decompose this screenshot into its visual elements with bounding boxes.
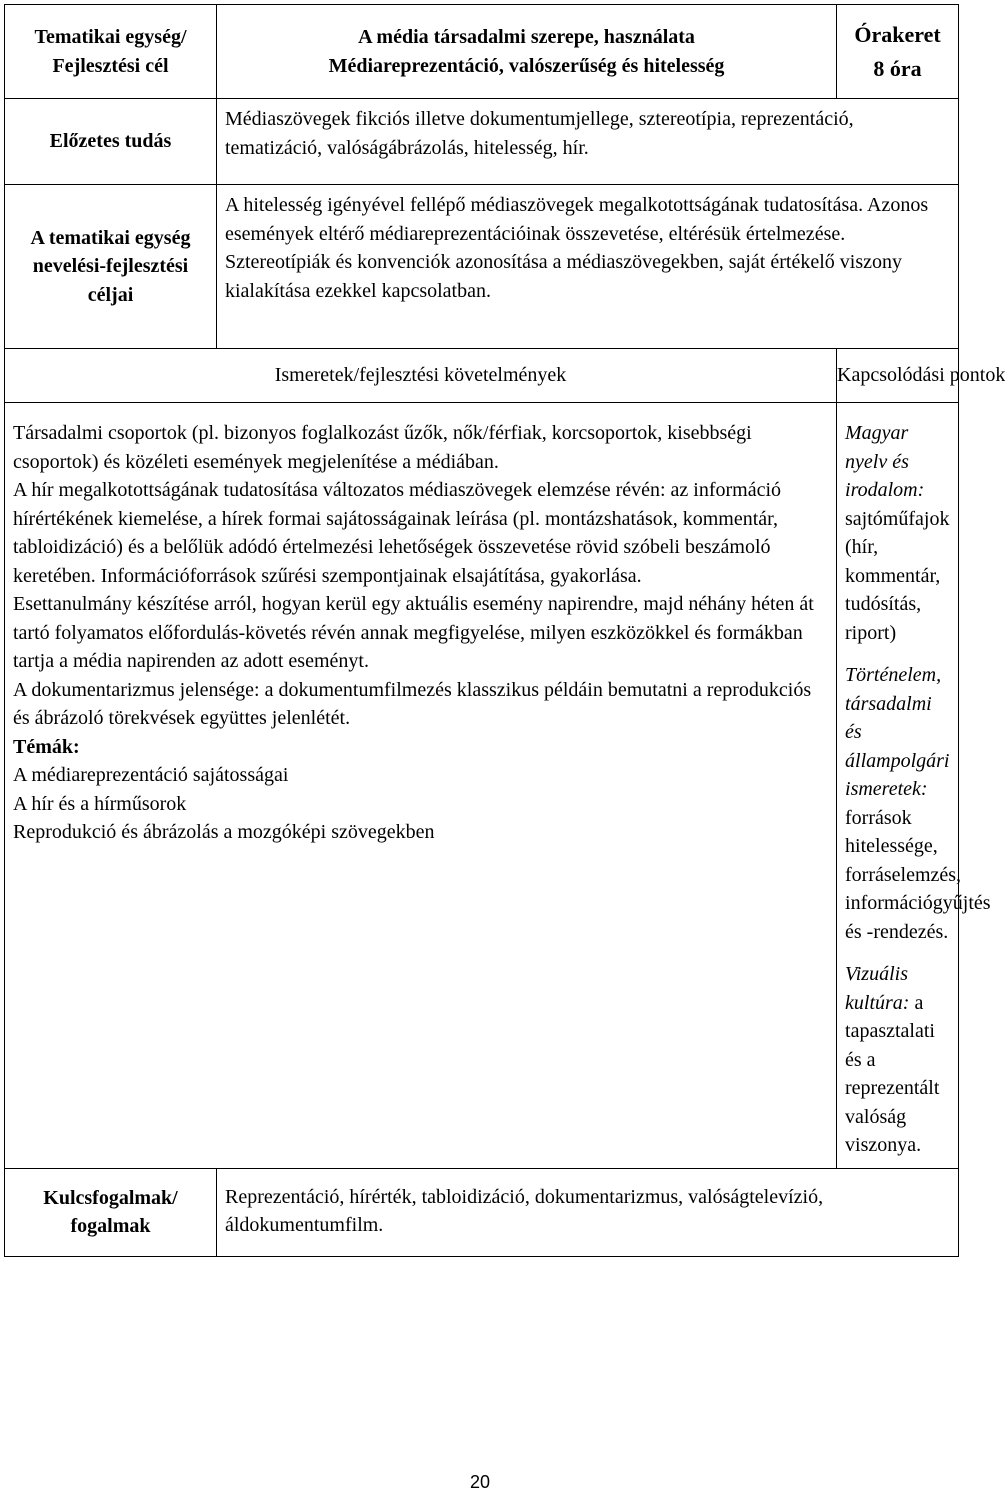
hours-cell bbox=[837, 5, 959, 99]
requirements-cell bbox=[5, 403, 837, 1169]
requirement-paragraph: A hír megalkotottságának tudatosítása változatos médiaszövegek elemzése révén: az információ hírértékének kiemelése, a hírek formai sajátosságainak leírása (pl. montázshatások, kommentár, tabloidizáció) és a belőlük adódó értelmezési lehetőségek összevetése rövid szóbeli beszámoló keretében. Információforrások szűrési szempontjainak elsajátítása, gyakorlása. bbox=[13, 479, 782, 587]
prior-knowledge-label: Előzetes tudás bbox=[5, 99, 217, 185]
requirement-paragraph: Esettanulmány készítése arról, hogyan kerül egy aktuális esemény napirendre, majd néhány héten át tartó folyamatos előfordulás-követés révén annak megfigyelése, milyen eszközökkel és formákban tartja a média napirenden az adott eseményt. bbox=[13, 593, 814, 672]
topic-item: Reprodukció és ábrázolás a mozgóképi szövegekben bbox=[13, 821, 435, 843]
curriculum-table bbox=[4, 4, 1005, 1257]
connections-cell bbox=[837, 403, 991, 1169]
key-concepts-label-line1: Kulcsfogalmak/ bbox=[43, 1186, 178, 1209]
connection-subject: Vizuális kultúra: bbox=[845, 963, 910, 1014]
requirements-header: Ismeretek/fejlesztési követelmények bbox=[5, 349, 837, 403]
hours-value: 8 óra bbox=[873, 55, 922, 81]
topics-label: Témák: bbox=[13, 735, 80, 758]
key-concepts-label-cell bbox=[5, 1168, 217, 1256]
topic-item: A hír és a hírműsorok bbox=[13, 792, 187, 815]
section-header-row bbox=[5, 349, 959, 403]
spacer bbox=[845, 946, 950, 960]
requirement-paragraph: A dokumentarizmus jelensége: a dokumentumfilmezés klasszikus példáin bemutatni a reprodukciós és ábrázoló törekvések együttes jelenlétét. bbox=[13, 678, 812, 729]
page-number: 20 bbox=[469, 1472, 491, 1492]
topic-item: A médiareprezentáció sajátosságai bbox=[13, 764, 289, 786]
goals-text: A hitelesség igényével fellépő médiaszövegek megalkotottságának tudatosítása. Azonos események eltérő médiareprezentációinak összevetése, eltérésük értelmezése. Sztereotípiák és konvenciók azonosítása a médiaszövegekben, saját értékelő viszony kialakítása ezekkel kapcsolatban. bbox=[217, 185, 959, 349]
connection-subject: Történelem, társadalmi és állampolgári ismeretek: bbox=[845, 664, 950, 800]
connection-text: a tapasztalati és a reprezentált valóság viszonya. bbox=[845, 991, 940, 1156]
key-concepts-label-line2: fogalmak bbox=[70, 1215, 151, 1237]
unit-title-cell bbox=[217, 5, 837, 99]
requirement-paragraph: Társadalmi csoportok (pl. bizonyos foglalkozást űzők, nők/férfiak, korcsoportok, kisebbségi csoportok) és közéleti események megjelenítése a médiában. bbox=[13, 422, 752, 473]
content-row bbox=[5, 403, 959, 1169]
goals-row bbox=[5, 185, 959, 349]
prior-knowledge-text: Médiaszövegek fikciós illetve dokumentumjellege, sztereotípia, reprezentáció, tematizáció, valóságábrázolás, hitelesség, hír. bbox=[217, 99, 959, 185]
unit-title-line1: A média társadalmi szerepe, használata bbox=[358, 26, 695, 48]
connection-text: sajtóműfajok (hír, kommentár, tudósítás, riport) bbox=[845, 507, 950, 644]
connection-subject: Magyar nyelv és irodalom: bbox=[845, 422, 925, 501]
prior-knowledge-row bbox=[5, 99, 959, 185]
spacer bbox=[845, 647, 950, 661]
unit-label-line1: Tematikai egység/ bbox=[34, 26, 187, 48]
unit-label-cell bbox=[5, 5, 217, 99]
key-concepts-row bbox=[5, 1168, 959, 1256]
unit-label-line2: Fejlesztési cél bbox=[52, 54, 169, 77]
key-concepts-text: Reprezentáció, hírérték, tabloidizáció, dokumentarizmus, valóságtelevízió, áldokumentumfilm. bbox=[217, 1168, 959, 1256]
connection-item bbox=[845, 960, 950, 1160]
connection-item bbox=[845, 661, 991, 946]
goals-label: A tematikai egység nevelési-fejlesztési céljai bbox=[5, 185, 217, 349]
connections-header: Kapcsolódási pontok bbox=[837, 349, 959, 403]
hours-label: Órakeret bbox=[854, 21, 941, 47]
connection-text: források hitelessége, forráselemzés, információgyűjtés és -rendezés. bbox=[845, 806, 991, 943]
header-row bbox=[5, 5, 959, 99]
connection-item bbox=[845, 419, 950, 647]
unit-title-line2: Médiareprezentáció, valószerűség és hitelesség bbox=[328, 54, 725, 77]
